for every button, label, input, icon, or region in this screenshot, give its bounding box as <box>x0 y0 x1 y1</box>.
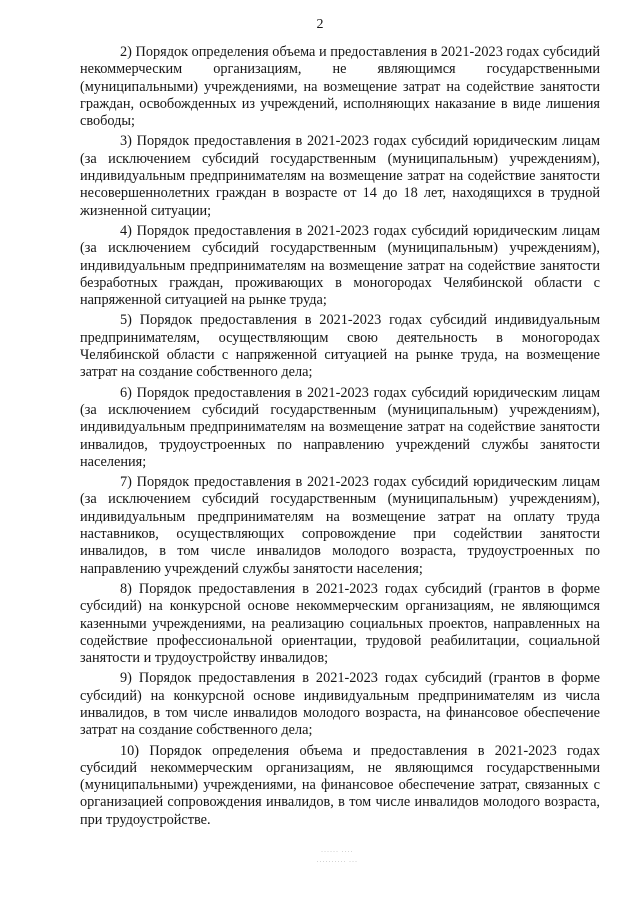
paragraph-item-9: 9) Порядок предоставления в 2021-2023 годах субсидий (грантов в форме субсидий) на конкурсной основе индивидуальным предпринимателям из числа инвалидов, в том числе инвалидов молодого возраста, на финансовое обеспечение затрат на создание собственного дела; <box>80 670 600 739</box>
paragraph-item-10: 10) Порядок определения объема и предоставления в 2021-2023 годах субсидий некоммерческим организациям, не являющимся государственными (муниципальными) учреждениями, на финансовое обеспечение затрат, связанных с организацией сопровождения инвалидов, в том числе инвалидов молодого возраста, при трудоустройстве. <box>80 742 600 828</box>
paragraph-item-6: 6) Порядок предоставления в 2021-2023 годах субсидий юридическим лицам (за исключением субсидий государственным (муниципальным) учреждениям), индивидуальным предпринимателям на возмещение затрат на содействие занятости инвалидов, трудоустроенных по направлению учреждений службы занятости населения; <box>80 384 600 470</box>
paragraph-item-4: 4) Порядок предоставления в 2021-2023 годах субсидий юридическим лицам (за исключением субсидий государственным (муниципальным) учреждениям), индивидуальным предпринимателям на возмещение затрат на содействие занятости безработных граждан, проживающих в моногородах Челябинской области с напряженной ситуацией на рынке труда; <box>80 222 600 309</box>
paragraph-item-7: 7) Порядок предоставления в 2021-2023 годах субсидий юридическим лицам (за исключением субсидий государственным (муниципальным) учреждениям), индивидуальным предпринимателям на возмещение затрат на оплату труда наставников, осуществляющих сопровождение при содействии занятости инвалидов, в том числе инвалидов молодого возраста, трудоустроенных по направлению учреждений службы занятости населения; <box>80 474 600 577</box>
paragraph-item-5: 5) Порядок предоставления в 2021-2023 годах субсидий индивидуальным предпринимателям, осуществляющим свою деятельность в моногородах Челябинской области с напряженной ситуацией на рынке труда, на возмещение затрат на создание собственного дела; <box>80 312 600 381</box>
page-number: 2 <box>316 17 324 32</box>
paragraph-item-8: 8) Порядок предоставления в 2021-2023 годах субсидий (грантов в форме субсидий) на конкурсной основе некоммерческим организациям, не являющимся казенными учреждениями, на реализацию социальных проектов, направленных на содействие профессиональной ориентации, трудовой реабилитации, социальной занятости и трудоустройству инвалидов; <box>80 580 600 667</box>
paragraph-item-3: 3) Порядок предоставления в 2021-2023 годах субсидий юридическим лицам (за исключением субсидий государственным (муниципальным) учреждениям), индивидуальным предпринимателям на возмещение затрат на содействие занятости несовершеннолетних граждан в возрасте от 14 до 18 лет, находящихся в трудной жизненной ситуации; <box>80 133 600 219</box>
document-body <box>80 44 600 832</box>
paragraph-item-2: 2) Порядок определения объема и предоставления в 2021-2023 годах субсидий некоммерческим организациям, не являющимся государственными (муниципальными) учреждениями, на возмещение затрат на содействие занятости граждан, освобожденных из учреждений, исполняющих наказание в виде лишения свободы; <box>80 44 600 130</box>
faint-stamp: ․․․․․․ ․․․․ ․․․․․․․․․․ ․․․ <box>316 845 358 864</box>
